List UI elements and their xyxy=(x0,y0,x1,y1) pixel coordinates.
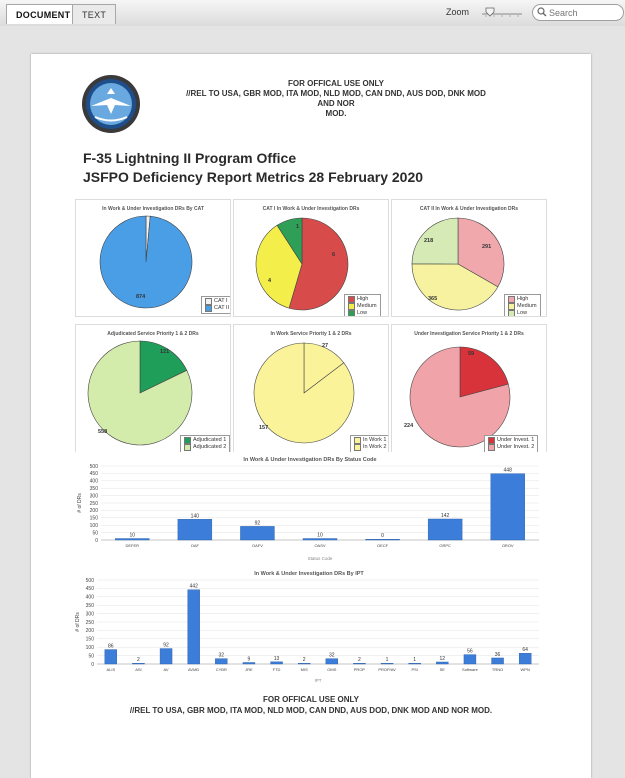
x-tick-label: OASV xyxy=(314,543,326,548)
x-tick-label: TRNG xyxy=(491,667,504,672)
pie-chart-title: CAT I In Work & Under Investigation DRs xyxy=(262,206,360,212)
y-axis-label: # of DRs xyxy=(77,493,83,513)
legend-swatch xyxy=(348,303,355,310)
legend-swatch xyxy=(348,310,355,317)
classification-footer xyxy=(111,694,511,716)
classification-header-line2: //REL TO USA, GBR MOD, ITA MOD, NLD MOD, CAN DND, AUS DOD, DNK MOD AND NOR xyxy=(186,89,486,108)
y-tick-label: 500 xyxy=(89,463,98,470)
search-box[interactable] xyxy=(532,4,624,21)
bar-value-label: 32 xyxy=(329,652,335,659)
bar-value-label: 13 xyxy=(273,655,280,662)
pie-chart-panel xyxy=(233,199,389,317)
legend-label: Low xyxy=(357,310,368,316)
bar xyxy=(215,659,227,664)
x-tick-label: AV xyxy=(163,667,169,672)
legend-label: Adjudicated 1 xyxy=(193,437,227,443)
bar xyxy=(326,659,338,664)
pie-legend xyxy=(180,435,230,453)
bar xyxy=(353,663,365,664)
program-logo xyxy=(81,74,141,134)
bar-value-label: 0 xyxy=(381,533,384,540)
bar-chart xyxy=(73,452,547,562)
legend-swatch xyxy=(508,296,515,303)
y-tick-label: 450 xyxy=(89,471,98,478)
y-tick-label: 400 xyxy=(85,594,94,601)
y-tick-label: 350 xyxy=(89,486,98,492)
document-viewer[interactable] xyxy=(0,26,625,761)
pie-chart-panel xyxy=(75,324,231,454)
legend-entry xyxy=(488,437,534,444)
bar xyxy=(303,539,337,540)
pie-legend xyxy=(504,294,541,317)
pie-legend xyxy=(344,294,381,317)
document-subtitle: JSFPO Deficiency Report Metrics 28 February 2020 xyxy=(83,169,424,185)
pie-chart-panel xyxy=(75,199,231,317)
legend-entry xyxy=(354,444,386,451)
bar-value-label: 142 xyxy=(440,512,450,519)
pie-chart-title: CAT II In Work & Under Investigation DRs xyxy=(419,206,519,212)
legend-label: In Work 1 xyxy=(363,437,387,443)
x-tick-label: WPN xyxy=(520,667,530,672)
y-tick-label: 100 xyxy=(85,645,94,651)
bar-value-label: 1 xyxy=(413,657,417,664)
x-tick-label: OAFV xyxy=(251,543,263,548)
x-axis-label: IPT xyxy=(314,678,322,683)
y-tick-label: 0 xyxy=(95,537,98,544)
x-tick-label: OMS xyxy=(327,667,337,672)
legend-swatch xyxy=(488,444,495,451)
y-tick-label: 450 xyxy=(85,586,94,593)
y-tick-label: 50 xyxy=(92,530,98,537)
pie-chart-panel xyxy=(391,324,547,454)
bar xyxy=(366,539,400,540)
legend-swatch xyxy=(508,310,515,317)
legend-entry xyxy=(205,305,229,312)
legend-label: Under Invest. 2 xyxy=(497,444,535,450)
bar xyxy=(428,519,462,540)
bar-value-label: 92 xyxy=(254,520,261,527)
pie-data-label: 218 xyxy=(424,238,434,244)
bar-value-label: 56 xyxy=(467,648,473,655)
y-tick-label: 200 xyxy=(85,628,94,635)
y-tick-label: 100 xyxy=(89,523,98,529)
legend-entry xyxy=(508,310,537,317)
x-tick-label: FTD xyxy=(272,667,281,672)
pie-chart-panel xyxy=(233,324,389,454)
bar-value-label: 86 xyxy=(108,643,114,650)
x-tick-label: OROV xyxy=(501,543,514,548)
bar xyxy=(188,590,200,664)
bar xyxy=(298,663,310,664)
bar xyxy=(271,662,283,664)
bar-chart-panel xyxy=(71,566,547,684)
legend-entry xyxy=(184,444,226,451)
classification-footer-line1: FOR OFFICAL USE ONLY xyxy=(262,695,359,704)
pie-data-label: 874 xyxy=(136,294,146,300)
legend-swatch xyxy=(184,444,191,451)
pie-data-label: 224 xyxy=(404,423,414,429)
x-tick-label: OAF xyxy=(190,543,199,548)
y-tick-label: 350 xyxy=(85,603,94,609)
bar-value-label: 140 xyxy=(190,513,200,520)
pie-data-label: 291 xyxy=(482,244,492,250)
x-tick-label: SE xyxy=(439,667,445,672)
bar-value-label: 10 xyxy=(129,532,136,539)
legend-label: Medium xyxy=(517,303,537,309)
legend-entry xyxy=(348,296,377,303)
bar-value-label: 36 xyxy=(494,651,501,658)
pie-legend xyxy=(350,435,389,453)
legend-entry xyxy=(488,444,534,451)
bar xyxy=(243,662,255,664)
y-tick-label: 0 xyxy=(91,661,94,668)
bar-value-label: 12 xyxy=(439,655,446,662)
bar-value-label: 92 xyxy=(163,642,169,649)
zoom-slider[interactable] xyxy=(480,6,524,20)
bar xyxy=(436,662,448,664)
tab-document[interactable]: DOCUMENT xyxy=(6,4,80,24)
legend-label: CAT I xyxy=(214,298,228,304)
pie-slice xyxy=(100,216,192,308)
y-tick-label: 150 xyxy=(89,515,98,522)
legend-swatch xyxy=(488,437,495,444)
bar-value-label: 32 xyxy=(218,652,225,659)
legend-entry xyxy=(205,298,229,305)
bar xyxy=(492,658,504,664)
zoom-slider-handle xyxy=(486,8,494,16)
legend-swatch xyxy=(348,296,355,303)
bar-value-label: 448 xyxy=(503,467,512,474)
y-tick-label: 400 xyxy=(89,478,98,485)
pie-chart-title: In Work Service Priority 1 & 2 DRs xyxy=(270,331,352,337)
pie-data-label: 4 xyxy=(268,278,272,284)
bar-value-label: 1 xyxy=(385,657,389,664)
bar xyxy=(178,519,212,540)
document-page xyxy=(31,54,591,778)
legend-swatch xyxy=(205,298,212,305)
viewer-toolbar xyxy=(0,0,625,27)
y-tick-label: 500 xyxy=(85,577,94,584)
x-tick-label: OECF xyxy=(377,543,389,548)
legend-entry xyxy=(348,303,377,310)
legend-entry xyxy=(348,310,377,317)
x-tick-label: MIS xyxy=(300,667,308,672)
pie-legend xyxy=(484,435,538,453)
bar xyxy=(409,663,421,664)
bar-value-label: 9 xyxy=(247,656,251,663)
legend-label: CAT II xyxy=(214,305,230,311)
y-tick-label: 200 xyxy=(89,508,98,515)
legend-swatch xyxy=(354,437,361,444)
bar-value-label: 2 xyxy=(358,657,361,664)
legend-swatch xyxy=(354,444,361,451)
bar xyxy=(381,663,393,664)
legend-label: Under Invest. 1 xyxy=(497,437,535,443)
pie-slice xyxy=(412,218,458,264)
bar-chart-title: In Work & Under Investigation DRs By IPT xyxy=(254,571,364,577)
x-tick-label: ASI xyxy=(135,667,142,672)
bar xyxy=(240,526,274,540)
bar-value-label: 64 xyxy=(522,647,528,654)
legend-label: In Work 2 xyxy=(363,444,387,450)
y-tick-label: 250 xyxy=(85,619,94,626)
y-axis-label: # of DRs xyxy=(75,612,81,632)
pie-data-label: 558 xyxy=(98,429,108,435)
legend-entry xyxy=(508,303,537,310)
search-icon xyxy=(537,7,547,17)
legend-label: Low xyxy=(517,310,528,316)
classification-header-line3: MOD. xyxy=(325,109,347,118)
bar-chart-title: In Work & Under Investigation DRs By Status Code xyxy=(243,457,377,463)
y-tick-label: 50 xyxy=(88,653,94,660)
bar-chart-panel xyxy=(73,452,547,562)
pie-data-label: 157 xyxy=(259,425,269,431)
pie-chart-title: In Work & Under Investigation DRs By CAT xyxy=(102,206,204,212)
pie-data-label: 59 xyxy=(468,351,475,357)
tab-text[interactable]: TEXT xyxy=(72,4,116,24)
y-tick-label: 150 xyxy=(85,636,94,643)
pie-chart-title: Under Investigation Service Priority 1 & 2 DRs xyxy=(414,331,524,337)
classification-header xyxy=(181,79,491,119)
x-tick-label: CYBR xyxy=(215,667,227,672)
search-input[interactable] xyxy=(549,6,619,19)
pie-data-label: 6 xyxy=(332,252,336,258)
pie-data-label: 1 xyxy=(296,224,300,230)
x-axis-label: Status Code xyxy=(307,556,333,561)
x-tick-label: JRE xyxy=(245,667,253,672)
legend-label: High xyxy=(357,296,369,302)
legend-label: Adjudicated 2 xyxy=(193,444,227,450)
legend-swatch xyxy=(205,305,212,312)
bar xyxy=(160,649,172,664)
bar-value-label: 442 xyxy=(189,583,198,590)
classification-footer-line2: //REL TO USA, GBR MOD, ITA MOD, NLD MOD, CAN DND, AUS DOD, DNK MOD AND NOR MOD. xyxy=(129,706,493,715)
x-tick-label: DEFER xyxy=(125,543,140,548)
legend-label: High xyxy=(517,296,529,302)
pie-legend xyxy=(201,296,231,314)
classification-header-line1: FOR OFFICAL USE ONLY xyxy=(287,79,384,88)
legend-entry xyxy=(508,296,537,303)
document-title: F-35 Lightning II Program Office xyxy=(83,150,297,166)
x-tick-label: ORPC xyxy=(439,543,451,548)
pie-data-label: 365 xyxy=(428,296,438,302)
bar-value-label: 2 xyxy=(302,657,306,664)
x-tick-label: PROP xyxy=(353,667,366,672)
x-tick-label: Software xyxy=(462,667,478,672)
legend-entry xyxy=(354,437,386,444)
pie-data-label: 121 xyxy=(160,349,170,355)
y-tick-label: 300 xyxy=(89,493,98,500)
legend-swatch xyxy=(508,303,515,310)
y-tick-label: 300 xyxy=(85,611,94,618)
bar-chart xyxy=(71,566,547,684)
bar xyxy=(464,655,476,664)
bar-value-label: 2 xyxy=(137,657,140,664)
pie-data-label: 27 xyxy=(322,343,329,349)
legend-swatch xyxy=(184,437,191,444)
y-tick-label: 250 xyxy=(89,500,98,507)
bar xyxy=(491,474,525,540)
legend-label: Medium xyxy=(357,303,377,309)
bar xyxy=(519,653,531,664)
pie-chart-title: Adjudicated Service Priority 1 & 2 DRs xyxy=(107,331,199,337)
x-tick-label: ALIS xyxy=(106,667,116,672)
x-tick-label: AVMD xyxy=(188,667,200,672)
bar xyxy=(115,539,149,540)
bar xyxy=(132,663,144,664)
legend-entry xyxy=(184,437,226,444)
bar xyxy=(105,650,117,664)
x-tick-label: PROP/AV xyxy=(378,667,396,672)
pie-chart-panel xyxy=(391,199,547,317)
x-tick-label: PSI xyxy=(411,667,418,672)
bar-value-label: 10 xyxy=(317,532,323,539)
zoom-label: Zoom xyxy=(446,7,470,17)
